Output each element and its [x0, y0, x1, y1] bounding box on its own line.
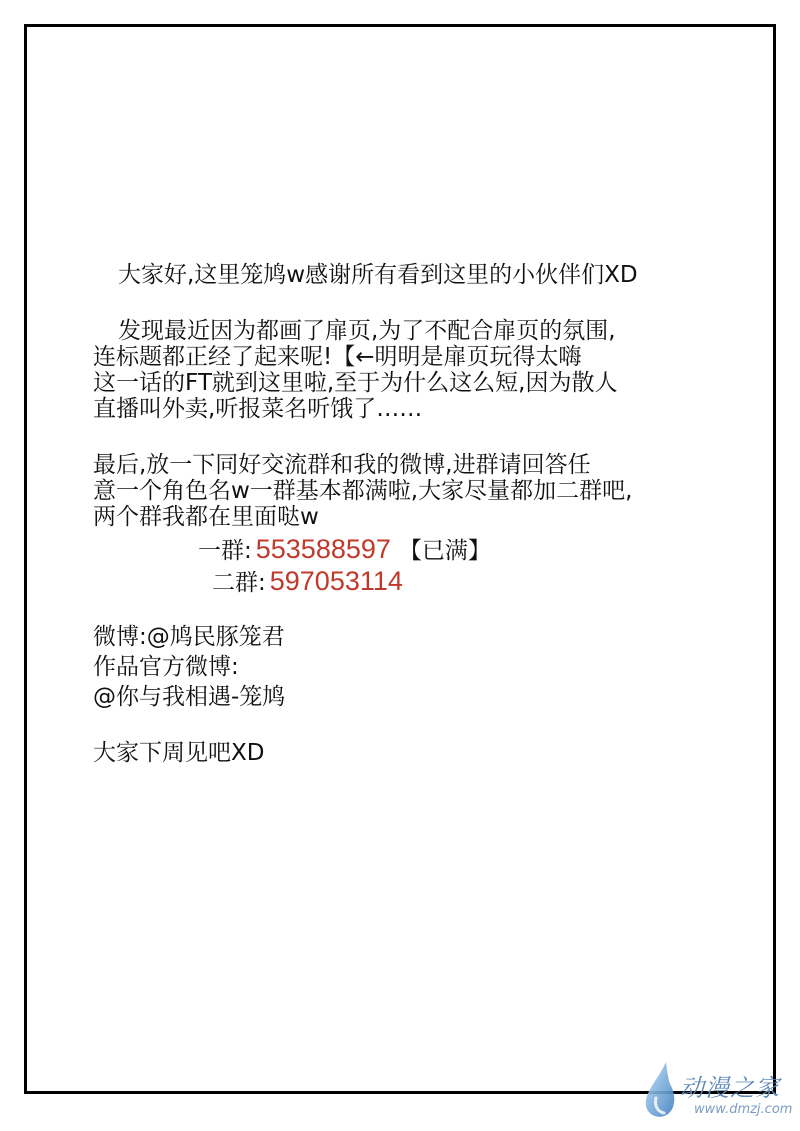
- group2-row: [212, 568, 403, 596]
- group1-label: 一群:: [198, 538, 252, 564]
- greeting-line: 大家好,这里笼鸠w感谢所有看到这里的小伙伴们XD: [118, 262, 638, 288]
- paragraph2-line3: 两个群我都在里面哒w: [93, 504, 319, 530]
- paragraph2-line2: 意一个角色名w一群基本都满啦,大家尽量都加二群吧,: [93, 478, 633, 504]
- water-drop-logo-icon: [636, 1058, 684, 1122]
- official-weibo-handle: @你与我相遇-笼鸠: [93, 684, 286, 710]
- paragraph1-line2: 连标题都正经了起来呢!【←明明是扉页玩得太嗨: [93, 344, 582, 370]
- group1-number[interactable]: 553588597: [255, 534, 391, 564]
- site-watermark: [636, 1058, 796, 1126]
- paragraph1-line4: 直播叫外卖,听报菜名听饿了……: [93, 396, 423, 422]
- group2-label: 二群:: [212, 570, 266, 596]
- official-weibo-label: 作品官方微博:: [93, 654, 239, 680]
- group1-row: [198, 536, 491, 564]
- group2-number[interactable]: 597053114: [269, 566, 403, 596]
- watermark-site-url: www.dmzj.com: [694, 1102, 793, 1117]
- paragraph2-line1: 最后,放一下同好交流群和我的微博,进群请回答任: [93, 452, 591, 478]
- closing-line: 大家下周见吧XD: [93, 740, 265, 766]
- paragraph1-line3: 这一话的FT就到这里啦,至于为什么这么短,因为散人: [93, 370, 618, 396]
- watermark-site-name: 动漫之家: [680, 1074, 780, 1102]
- weibo-line: 微博:@鸠民豚笼君: [93, 624, 285, 650]
- paragraph1-line1: 发现最近因为都画了扉页,为了不配合扉页的氛围,: [118, 318, 616, 344]
- group1-full-note: 【已满】: [398, 538, 491, 564]
